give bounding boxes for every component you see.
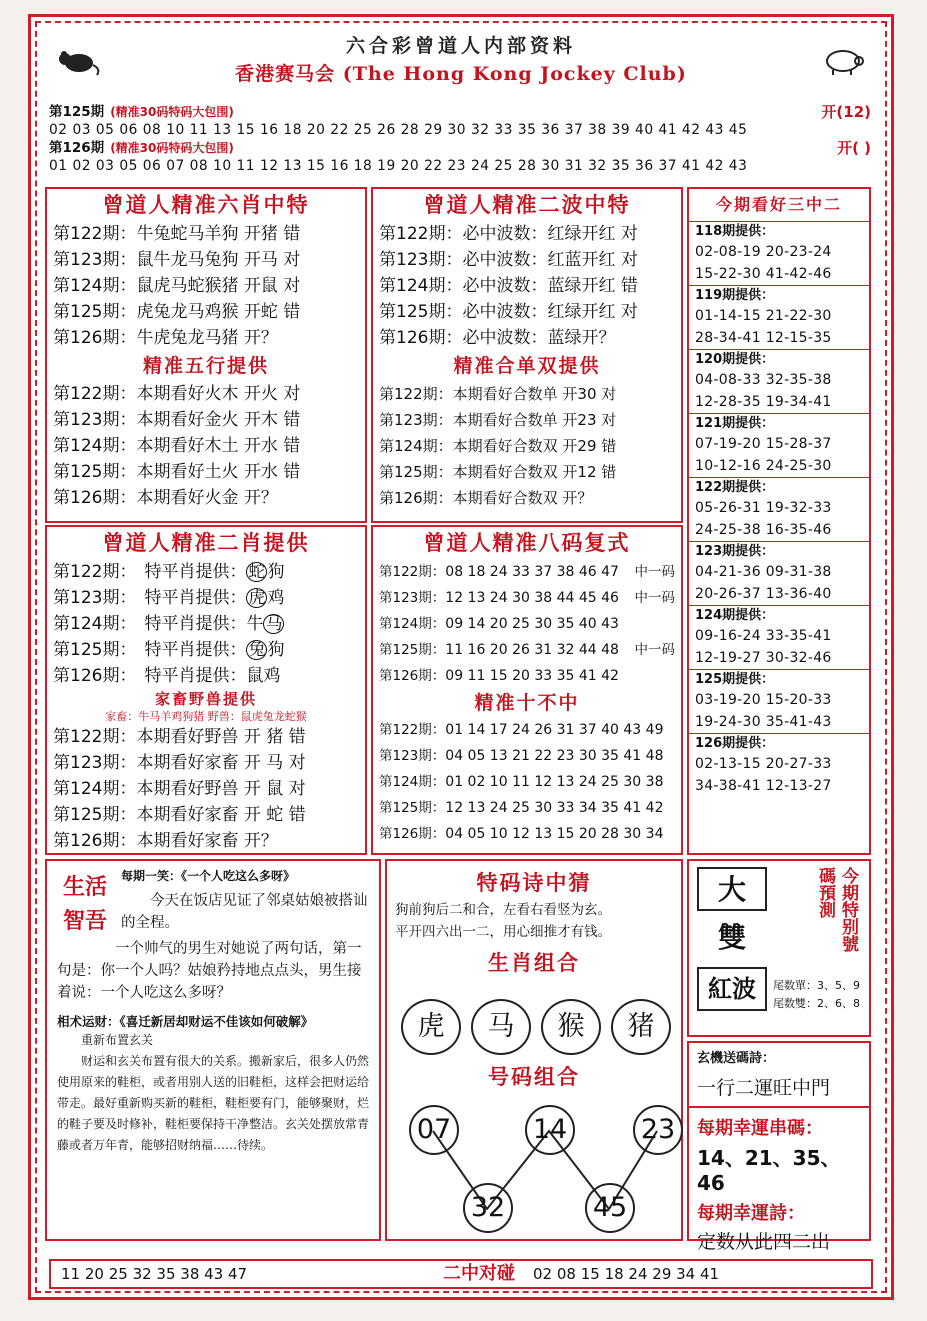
period-label: 第123期： bbox=[379, 590, 446, 606]
tail-single: 尾数單：3、5、9 bbox=[773, 979, 860, 992]
three-in-two-period: 119期提供： bbox=[689, 285, 869, 305]
ten-not-hit-row bbox=[373, 743, 681, 769]
special-prediction-box bbox=[687, 859, 871, 1037]
ten-not-hit-row bbox=[373, 769, 681, 795]
zodiac-ball: 猪 bbox=[611, 999, 671, 1055]
period-label: 第125期： bbox=[379, 800, 446, 816]
list-item: 第124期：必中波数：蓝绿开红 错 bbox=[379, 276, 638, 296]
list-item: 第122期：本期看好火木 开火 对 bbox=[53, 384, 301, 404]
three-in-two-numbers: 15-22-30 41-42-46 bbox=[695, 266, 832, 282]
two-zodiac-row bbox=[47, 611, 365, 637]
codes: 09 11 15 20 33 35 41 42 bbox=[445, 668, 619, 684]
pig-icon bbox=[821, 43, 867, 77]
three-in-two-title: 今期看好三中二 bbox=[715, 195, 842, 214]
three-in-two-period: 118期提供： bbox=[689, 221, 869, 241]
row-text: 特平肖提供： bbox=[144, 614, 247, 634]
codes: 01 02 10 11 12 13 24 25 30 38 bbox=[445, 774, 664, 790]
ten-not-hit-row bbox=[373, 717, 681, 743]
three-in-two-period: 123期提供： bbox=[689, 541, 869, 561]
number-ball: 14 bbox=[525, 1105, 575, 1155]
row-text: 特平肖提供： bbox=[144, 640, 247, 660]
three-in-two-numbers: 20-26-37 13-36-40 bbox=[695, 586, 832, 602]
eight-codes-title: 曾道人精准八码复式 bbox=[423, 531, 631, 555]
list-item: 第124期：本期看好野兽 开 鼠 对 bbox=[53, 779, 306, 799]
row-text: 特平肖提供： bbox=[144, 588, 247, 608]
poem-line1: 狗前狗后二和合，左看右看竖为玄。 bbox=[395, 902, 611, 918]
two-zodiac-row bbox=[47, 559, 365, 585]
header bbox=[41, 25, 881, 105]
lucky-box bbox=[687, 1041, 871, 1253]
list-item: 第125期：本期看好合数双 开12 错 bbox=[379, 463, 617, 481]
three-in-two-numbers: 34-38-41 12-13-27 bbox=[695, 778, 832, 794]
list-item: 第123期：必中波数：红蓝开红 对 bbox=[379, 250, 638, 270]
list-item: 第122期：牛兔蛇马羊狗 开猪 错 bbox=[53, 224, 301, 244]
three-in-two-period: 122期提供： bbox=[689, 477, 869, 497]
header-title: 六合彩曾道人内部资料 bbox=[345, 35, 576, 57]
ten-not-hit-row bbox=[373, 821, 681, 847]
lucky-numbers: 14、21、35、46 bbox=[697, 1146, 841, 1195]
poem-title: 特码诗中猜 bbox=[476, 871, 592, 895]
result: 中一码 bbox=[634, 590, 675, 606]
ten-not-hit-row bbox=[373, 795, 681, 821]
list-item: 第125期：虎兔龙马鸡猴 开蛇 错 bbox=[53, 302, 301, 322]
list-item: 第124期：本期看好合数双 开29 错 bbox=[379, 437, 617, 455]
two-zodiac-row bbox=[47, 663, 365, 689]
three-in-two-period: 124期提供： bbox=[689, 605, 869, 625]
number-combo-title: 号码组合 bbox=[488, 1065, 580, 1089]
row-text: 特平肖提供： bbox=[144, 562, 247, 582]
joke-badge: 生活智吾 bbox=[62, 875, 107, 934]
codes: 04 05 10 12 13 15 20 28 30 34 bbox=[445, 826, 664, 842]
period-label: 第122期： bbox=[379, 564, 446, 580]
zodiac-b: 鸡 bbox=[267, 588, 285, 608]
three-in-two-numbers: 12-28-35 19-34-41 bbox=[695, 394, 832, 410]
eight-codes-list bbox=[373, 559, 681, 689]
bottom-left-numbers: 11 20 25 32 35 38 43 47 bbox=[61, 1265, 248, 1283]
three-in-two-numbers: 04-21-36 09-31-38 bbox=[695, 564, 832, 580]
three-in-two-numbers: 10-12-16 24-25-30 bbox=[695, 458, 832, 474]
period-row-label: 第126期 (精准30码特码大包围) 开( ) bbox=[49, 139, 871, 157]
number-ball: 23 bbox=[633, 1105, 683, 1155]
three-in-two-numbers: 02-08-19 20-23-24 bbox=[695, 244, 832, 260]
result: 中一码 bbox=[634, 564, 675, 580]
fortune-head: 相术运财：《喜迁新居却财运不佳该如何破解》 bbox=[57, 1014, 314, 1029]
three-in-two-numbers: 19-24-30 35-41-43 bbox=[695, 714, 832, 730]
period-label: 第124期： bbox=[379, 616, 446, 632]
list-item: 第126期：本期看好火金 开？ bbox=[53, 488, 278, 508]
zodiac-a: 牛 bbox=[246, 614, 264, 634]
eight-codes-row bbox=[373, 637, 681, 663]
result: 中一码 bbox=[634, 642, 675, 658]
zodiac-ball: 虎 bbox=[401, 999, 461, 1055]
three-in-two-period: 121期提供： bbox=[689, 413, 869, 433]
odd-even-title: 精准合单双提供 bbox=[453, 355, 601, 377]
ten-not-hit-title: 精准十不中 bbox=[474, 692, 580, 714]
three-in-two-period: 125期提供： bbox=[689, 669, 869, 689]
list-item: 第124期：本期看好木土 开水 错 bbox=[53, 436, 301, 456]
list-item: 第125期：本期看好土火 开水 错 bbox=[53, 462, 301, 482]
eight-codes-row bbox=[373, 559, 681, 585]
header-subtitle: 香港赛马会 (The Hong Kong Jockey Club) bbox=[235, 63, 687, 85]
joke-p1: 今天在饭店见证了邻桌姑娘被搭讪的全程。 bbox=[121, 893, 368, 931]
list-item: 第124期：鼠虎马蛇猴猪 开鼠 对 bbox=[53, 276, 301, 296]
list-item: 第123期：本期看好合数单 开23 对 bbox=[379, 411, 617, 429]
wave-label: 紅波 bbox=[697, 967, 767, 1011]
number-ball: 45 bbox=[585, 1183, 635, 1233]
eight-codes-row bbox=[373, 663, 681, 689]
two-waves-box bbox=[371, 187, 683, 523]
domestic-wild-title: 家畜野兽提供 bbox=[154, 690, 257, 708]
two-zodiac-box bbox=[45, 525, 367, 855]
period-label: 第124期： bbox=[53, 614, 137, 634]
eight-codes-box bbox=[371, 525, 683, 855]
period-label: 第125期： bbox=[379, 642, 446, 658]
three-in-two-numbers: 09-16-24 33-35-41 bbox=[695, 628, 832, 644]
period-label: 第122期： bbox=[379, 722, 446, 738]
list-item: 第126期：本期看好家畜 开？ bbox=[53, 831, 278, 851]
two-waves-title: 曾道人精准二波中特 bbox=[423, 193, 631, 217]
period-label: 第124期： bbox=[379, 774, 446, 790]
period-row-numbers: 02 03 05 06 08 10 11 13 15 16 18 20 22 25 26 28 29 30 32 33 35 36 37 38 39 40 41 42 43 45 bbox=[49, 122, 748, 138]
number-ball: 07 bbox=[409, 1105, 459, 1155]
zodiac-combo-title: 生肖组合 bbox=[488, 951, 580, 975]
three-in-two-list bbox=[689, 221, 869, 797]
list-item: 第123期：鼠牛龙马兔狗 开马 对 bbox=[53, 250, 301, 270]
list-item: 第123期：本期看好金火 开木 错 bbox=[53, 410, 301, 430]
two-zodiac-list bbox=[47, 559, 365, 689]
zodiac-a: 鼠 bbox=[246, 666, 264, 686]
codes: 01 14 17 24 26 31 37 40 43 49 bbox=[445, 722, 664, 738]
lucky-title: 每期幸運串碼： bbox=[697, 1118, 823, 1139]
five-elements-title: 精准五行提供 bbox=[142, 355, 269, 377]
tail-double: 尾数雙：2、6、8 bbox=[773, 997, 860, 1010]
three-in-two-numbers: 02-13-15 20-27-33 bbox=[695, 756, 832, 772]
bottom-center-label: 二中对碰 bbox=[443, 1263, 515, 1284]
eight-codes-row bbox=[373, 611, 681, 637]
three-in-two-numbers: 28-34-41 12-15-35 bbox=[695, 330, 832, 346]
lucky-poem: 定数从此四二出 bbox=[697, 1231, 831, 1253]
list-item: 第122期：本期看好野兽 开 猪 错 bbox=[53, 727, 306, 747]
period-label: 第123期： bbox=[379, 748, 446, 764]
three-in-two-numbers: 03-19-20 15-20-33 bbox=[695, 692, 832, 708]
three-in-two-numbers: 12-19-27 30-32-46 bbox=[695, 650, 832, 666]
period-label: 第126期： bbox=[53, 666, 137, 686]
codes: 04 05 13 21 22 23 30 35 41 48 bbox=[445, 748, 664, 764]
bottom-bar bbox=[49, 1259, 873, 1289]
riddle-title: 玄機送碼詩： bbox=[697, 1051, 776, 1066]
zodiac-b: 马 bbox=[265, 614, 283, 634]
period-label: 第122期： bbox=[53, 562, 137, 582]
three-in-two-box bbox=[687, 187, 871, 855]
zodiac-b: 狗 bbox=[267, 562, 285, 582]
two-zodiac-row bbox=[47, 637, 365, 663]
three-in-two-numbers: 04-08-33 32-35-38 bbox=[695, 372, 832, 388]
zodiac-a: 虎 bbox=[248, 588, 266, 608]
list-item: 第123期：本期看好家畜 开 马 对 bbox=[53, 753, 306, 773]
zodiac-ball: 马 bbox=[471, 999, 531, 1055]
list-item: 第125期：本期看好家畜 开 蛇 错 bbox=[53, 805, 306, 825]
list-item: 第122期：必中波数：红绿开红 对 bbox=[379, 224, 638, 244]
fortune-body: 财运和玄关布置有很大的关系。搬新家后，很多人仍然使用原来的鞋柜，或者用别人送的旧鞋柜，这样会把财运给带走。最好重新购买新的鞋柜，鞋柜要有门，能够聚财，烂的鞋子要及时修补，鞋柜要保持干净整洁。玄关处摆放常青藤或者万年青，能够招财纳福……待续。 bbox=[57, 1054, 370, 1152]
three-in-two-period: 126期提供： bbox=[689, 733, 869, 753]
six-zodiac-title: 曾道人精准六肖中特 bbox=[102, 193, 310, 217]
zodiac-b: 狗 bbox=[267, 640, 285, 660]
bottom-right-numbers: 02 08 15 18 24 29 34 41 bbox=[533, 1265, 720, 1283]
joke-p2: 一个帅气的男生对她说了两句话，第一句是：你一个人吗？姑娘矜持地点点头，男生接着说：一个人吃这么多呀？ bbox=[57, 941, 362, 1001]
special-vertical-text: 今期特别號碼預測 bbox=[815, 867, 858, 952]
period-label: 第126期： bbox=[379, 826, 446, 842]
zodiac-a: 兔 bbox=[248, 640, 266, 660]
fortune-sub: 重新布置玄关 bbox=[81, 1033, 154, 1047]
three-in-two-numbers: 01-14-15 21-22-30 bbox=[695, 308, 832, 324]
period-label: 第125期： bbox=[53, 640, 137, 660]
poem-box bbox=[385, 859, 683, 1241]
six-zodiac-box bbox=[45, 187, 367, 523]
list-item: 第122期：本期看好合数单 开30 对 bbox=[379, 385, 617, 403]
zodiac-b: 鸡 bbox=[263, 666, 281, 686]
poem-line2: 平开四六出一二，用心细推才有钱。 bbox=[395, 924, 611, 940]
list-item: 第126期：牛虎兔龙马猪 开？ bbox=[53, 328, 278, 348]
riddle-text: 一行二運旺中門 bbox=[689, 1070, 869, 1108]
big-label: 大 bbox=[697, 867, 767, 911]
codes: 08 18 24 33 37 38 46 47 bbox=[445, 564, 619, 580]
period-row-label: 第125期 (精准30码特码大包围) 开(12) bbox=[49, 103, 871, 121]
zodiac-a: 蛇 bbox=[248, 562, 266, 582]
double-label: 雙 bbox=[717, 921, 746, 954]
three-in-two-numbers: 24-25-38 16-35-46 bbox=[695, 522, 832, 538]
codes: 11 16 20 26 31 32 44 48 bbox=[445, 642, 619, 658]
three-in-two-numbers: 07-19-20 15-28-37 bbox=[695, 436, 832, 452]
row-text: 特平肖提供： bbox=[144, 666, 247, 686]
period-row-numbers: 01 02 03 05 06 07 08 10 11 12 13 15 16 18 19 20 22 23 24 25 28 30 31 32 35 36 37 41 42 43 bbox=[49, 158, 748, 174]
domestic-wild-legend: 家畜：牛马羊鸡狗猪 野兽：鼠虎兔龙蛇猴 bbox=[105, 710, 307, 723]
zodiac-ball: 猴 bbox=[541, 999, 601, 1055]
two-zodiac-row bbox=[47, 585, 365, 611]
codes: 12 13 24 30 38 44 45 46 bbox=[445, 590, 619, 606]
period-label: 第123期： bbox=[53, 588, 137, 608]
lottery-sheet bbox=[28, 14, 894, 1300]
list-item: 第126期：本期看好合数双 开？ bbox=[379, 489, 593, 507]
list-item: 第125期：必中波数：红绿开红 对 bbox=[379, 302, 638, 322]
joke-box bbox=[45, 859, 381, 1241]
codes: 12 13 24 25 30 33 34 35 41 42 bbox=[445, 800, 664, 816]
codes: 09 14 20 25 30 35 40 43 bbox=[445, 616, 619, 632]
lucky-poem-title: 每期幸運詩： bbox=[697, 1203, 805, 1224]
ten-not-hit-list bbox=[373, 717, 681, 847]
three-in-two-period: 120期提供： bbox=[689, 349, 869, 369]
two-zodiac-title: 曾道人精准二肖提供 bbox=[102, 531, 310, 555]
period-label: 第126期： bbox=[379, 668, 446, 684]
eight-codes-row bbox=[373, 585, 681, 611]
joke-head: 每期一笑：《一个人吃这么多呀》 bbox=[121, 869, 296, 883]
number-ball: 32 bbox=[463, 1183, 513, 1233]
three-in-two-numbers: 05-26-31 19-32-33 bbox=[695, 500, 832, 516]
period-rows bbox=[49, 103, 873, 175]
list-item: 第126期：必中波数：蓝绿开？ bbox=[379, 328, 616, 348]
